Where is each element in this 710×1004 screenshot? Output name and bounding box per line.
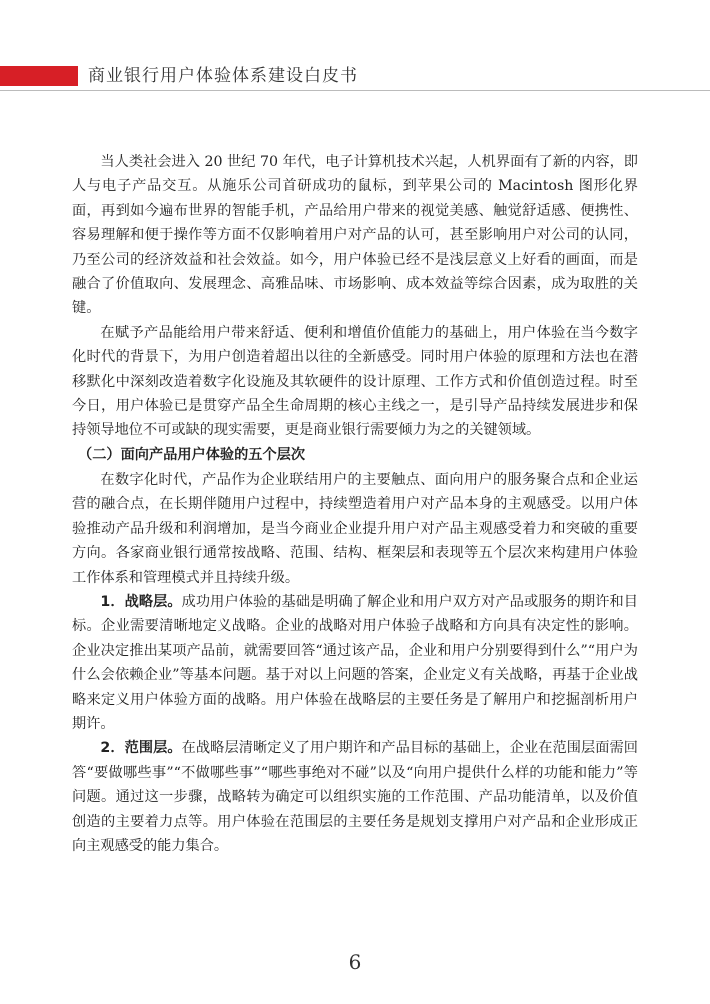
header-title: 商业银行用户体验体系建设白皮书 [88,66,358,86]
body-paragraph-1: 当人类社会进入 20 世纪 70 年代，电子计算机技术兴起，人机界面有了新的内容，即人与电子产品交互。从施乐公司首研成功的鼠标，到苹果公司的 Macintosh 图形化界面，再到如今遍布世界的智能手机，产品给用户带来的视觉美感、触觉舒适感、便携性、容易理解和便于操作等方面不仅影响着用户对产品的认可，甚至影响用户对公司的认同，乃至公司的经济效益和社会效益。如今，用户体验已经不是浅层意义上好看的画面，而是融合了价值取向、发展理念、高雅品味、市场影响、成本效益等综合因素，成为取胜的关键。 [72,154,638,317]
section-heading: （二）面向产品用户体验的五个层次 [78,446,306,463]
list-item-strategy-lead: 1．战略层。 [100,593,182,610]
list-item-scope [72,736,638,858]
body-paragraph-3: 在数字化时代，产品作为企业联结用户的主要触点、面向用户的服务聚合点和企业运营的融合点，在长期伴随用户过程中，持续塑造着用户对产品本身的主观感受。以用户体验推动产品升级和利润增加，是当今商业企业提升用户对产品主观感受着力和突破的重要方向。各家商业银行通常按战略、范围、结构、框架层和表现等五个层次来构建用户体验工作体系和管理模式并且持续升级。 [72,471,638,586]
list-item-scope-text: 在战略层清晰定义了用户期许和产品目标的基础上，企业在范围层面需回答“要做哪些事”“不做哪些事”“哪些事绝对不碰”以及“向用户提供什么样的功能和能力”等问题。通过这一步骤，战略转为确定可以组织实施的工作范围、产品功能清单，以及价值创造的主要着力点等。用户体验在范围层的主要任务是规划支撑用户对产品和企业形成正向主观感受的能力集合。 [72,740,638,854]
page-body [72,150,638,858]
header-accent-bar [0,66,78,86]
header-divider [0,90,710,91]
list-item-scope-lead: 2．范围层。 [100,740,182,757]
page-number: 6 [348,950,362,974]
running-header [0,62,710,92]
list-item-strategy [72,590,638,736]
list-item-strategy-text: 成功用户体验的基础是明确了解企业和用户双方对产品或服务的期许和目标。企业需要清晰地定义战略。企业的战略对用户体验子战略和方向具有决定性的影响。企业决定推出某项产品前，就需要回答“通过该产品，企业和用户分别要得到什么”“用户为什么会依赖企业”等基本问题。基于对以上问题的答案，企业定义有关战略，再基于企业战略来定义用户体验方面的战略。用户体验在战略层的主要任务是了解用户和挖掘剖析用户期许。 [72,593,638,732]
body-paragraph-2: 在赋予产品能给用户带来舒适、便利和增值价值能力的基础上，用户体验在当今数字化时代的背景下，为用户创造着超出以往的全新感受。同时用户体验的原理和方法也在潜移默化中深刻改造着数字化设施及其软硬件的设计原理、工作方式和价值创造过程。时至今日，用户体验已是贯穿产品全生命周期的核心主线之一，是引导产品持续发展进步和保持领导地位不可或缺的现实需要，更是商业银行需要倾力为之的关键领域。 [72,324,638,439]
